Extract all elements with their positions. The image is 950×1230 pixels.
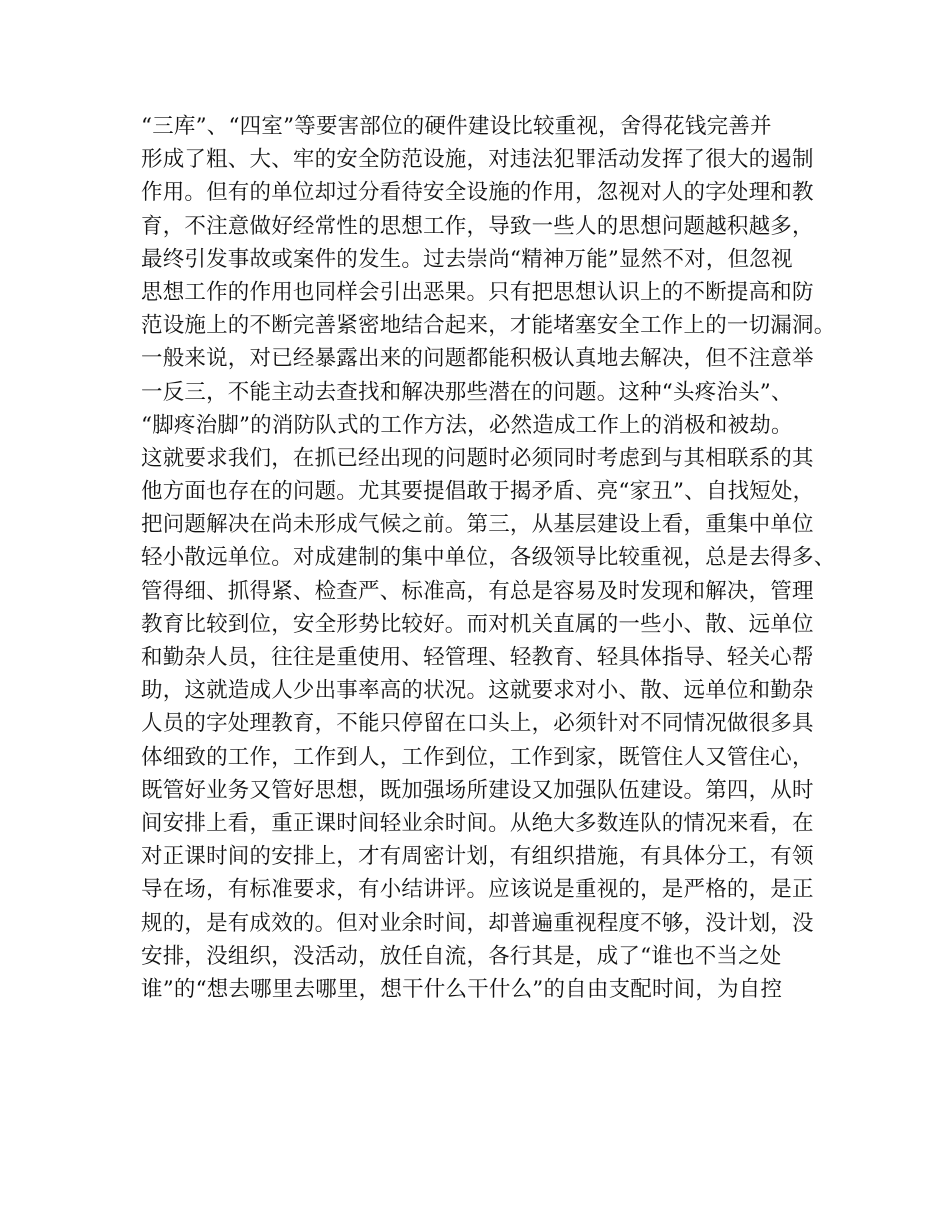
text-line: 安排，没组织，没活动，放任自流，各行其是，成了“谁也不当之处 — [141, 943, 782, 969]
text-line: 管得细、抓得紧、检查严、标准高，有总是容易及时发现和解决，管理 — [141, 578, 814, 604]
text-line: 轻小散远单位。对成建制的集中单位，各级领导比较重视，总是去得多、 — [141, 545, 836, 571]
text-line: 形成了粗、大、牢的安全防范设施，对违法犯罪活动发挥了很大的遏制 — [141, 147, 814, 173]
text-line: 间安排上看，重正课时间轻业余时间。从绝大多数连队的情况来看，在 — [141, 810, 814, 836]
text-line: 作用。但有的单位却过分看待安全设施的作用，忽视对人的字处理和教 — [141, 180, 814, 206]
text-line: “三库”、“四室”等要害部位的硬件建设比较重视，舍得花钱完善并 — [141, 114, 772, 139]
text-line: 这就要求我们，在抓已经出现的问题时必须同时考虑到与其相联系的其 — [141, 445, 814, 471]
text-line: 和勤杂人员，往往是重使用、轻管理、轻教育、轻具体指导、轻关心帮 — [141, 645, 814, 670]
text-line: 一反三，不能主动去查找和解决那些潜在的问题。这种“头疼治头”、 — [141, 379, 793, 405]
text-line: 对正课时间的安排上，才有周密计划，有组织措施，有具体分工，有领 — [141, 844, 814, 870]
text-line: 体细致的工作，工作到人，工作到位，工作到家，既管住人又管住心， — [141, 744, 814, 770]
text-line: 育，不注意做好经常性的思想工作，导致一些人的思想问题越积越多， — [141, 213, 814, 239]
body-text — [141, 110, 836, 1006]
text-line: 思想工作的作用也同样会引出恶果。只有把思想认识上的不断提高和防 — [141, 279, 814, 305]
text-line: 人员的字处理教育，不能只停留在口头上，必须针对不同情况做很多具 — [141, 711, 814, 737]
text-line: 导在场，有标准要求，有小结讲评。应该说是重视的，是严格的，是正 — [141, 877, 814, 903]
text-line: 教育比较到位，安全形势比较好。而对机关直属的一些小、散、远单位 — [141, 611, 814, 637]
text-line: 把问题解决在尚未形成气候之前。第三，从基层建设上看，重集中单位 — [141, 512, 814, 538]
text-line: 助，这就造成人少出事率高的状况。这就要求对小、散、远单位和勤杂 — [141, 678, 814, 704]
text-line: 他方面也存在的问题。尤其要提倡敢于揭矛盾、亮“家丑”、自找短处， — [141, 479, 815, 505]
text-line: 规的，是有成效的。但对业余时间，却普遍重视程度不够，没计划，没 — [141, 910, 814, 936]
text-line: 最终引发事故或案件的发生。过去崇尚“精神万能”显然不对，但忽视 — [141, 246, 793, 272]
text-line: “脚疼治脚”的消防队式的工作方法，必然造成工作上的消极和被劫。 — [141, 412, 793, 438]
text-line: 范设施上的不断完善紧密地结合起来，才能堵塞安全工作上的一切漏洞。 — [141, 313, 836, 339]
text-line: 谁”的“想去哪里去哪里，想干什么干什么”的自由支配时间，为自控 — [141, 976, 783, 1002]
text-line: 既管好业务又管好思想，既加强场所建设又加强队伍建设。第四，从时 — [141, 777, 814, 803]
text-line: 一般来说，对已经暴露出来的问题都能积极认真地去解决，但不注意举 — [141, 346, 814, 372]
